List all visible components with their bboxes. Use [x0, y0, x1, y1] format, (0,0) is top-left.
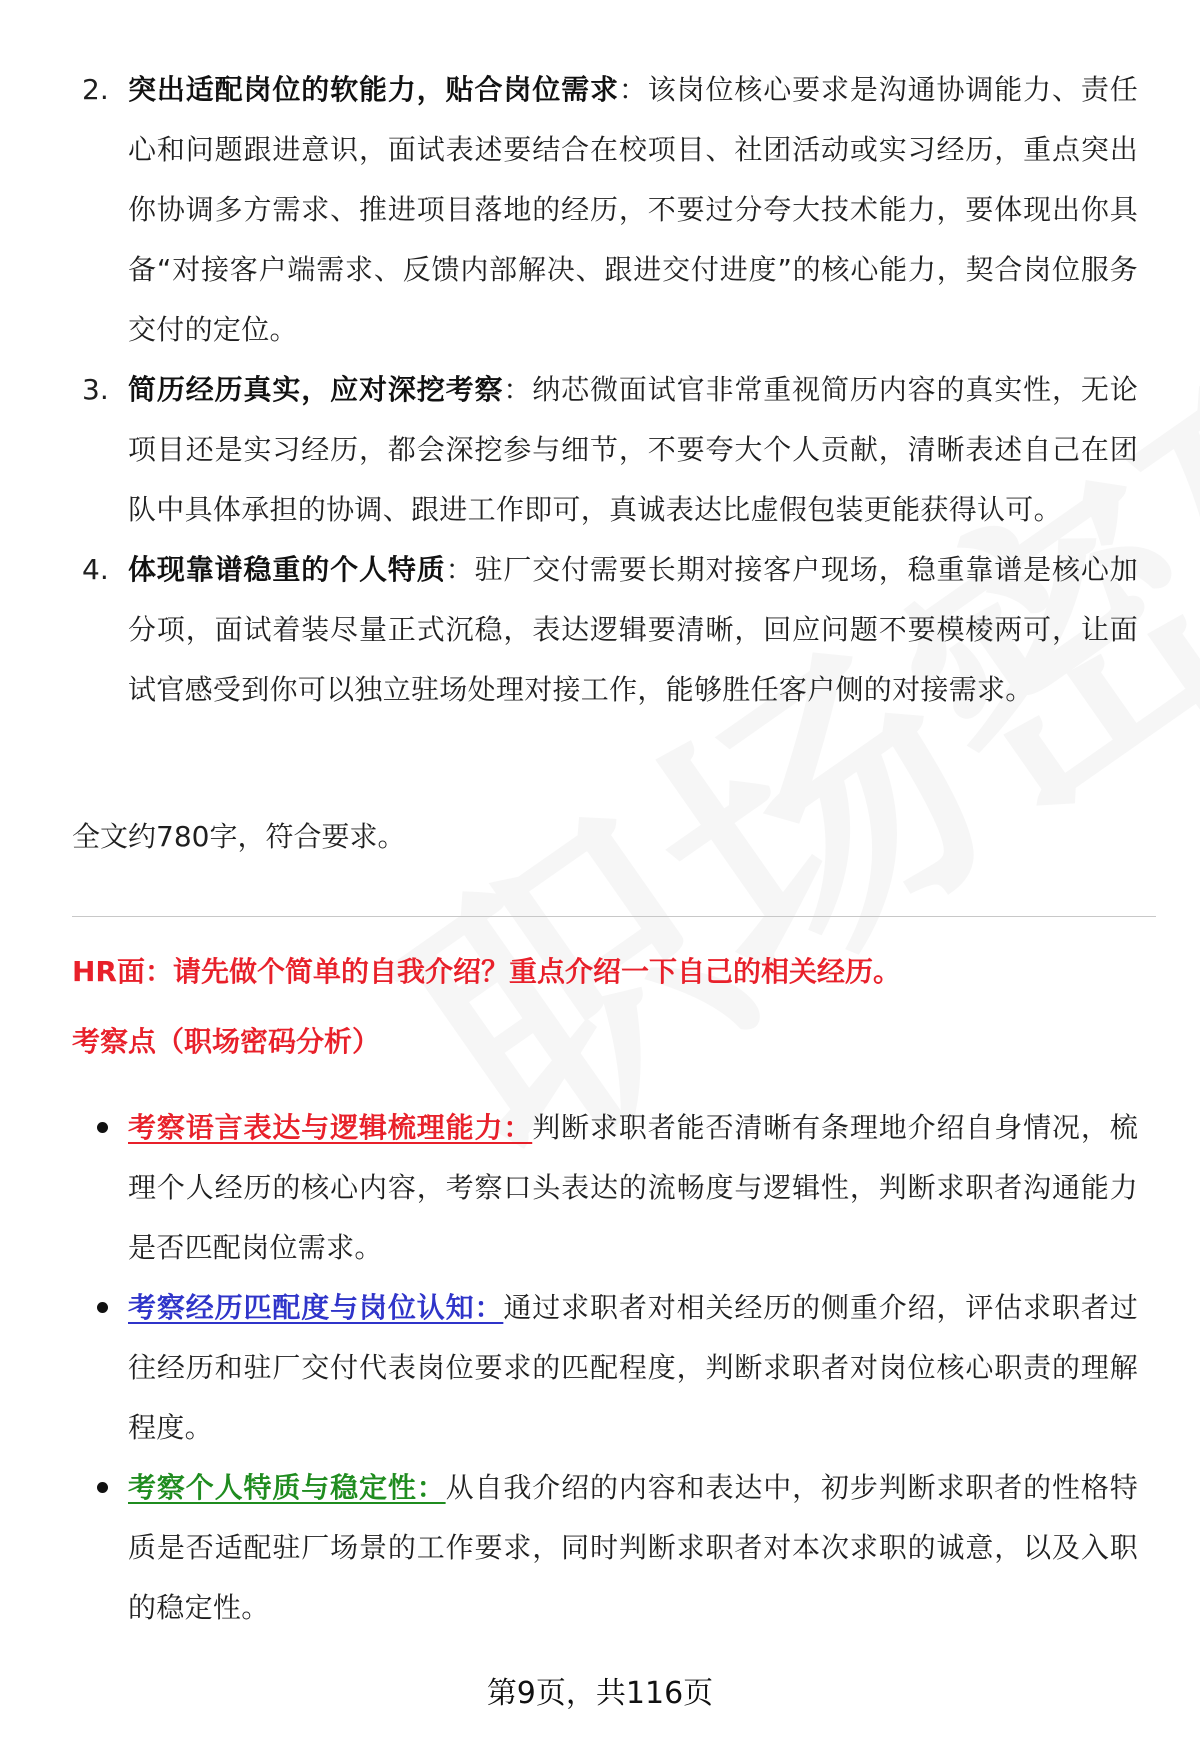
bullet-text — [128, 1458, 1138, 1638]
list-item-title: 简历经历真实，应对深挖考察 — [128, 373, 504, 406]
bullet-body: 通过求职者对相关经历的侧重介绍，评估求职者过往经历和驻厂交付代表岗位要求的匹配程度，判断求职者对岗位核心职责的理解程度。 — [128, 1291, 1138, 1444]
list-item — [0, 60, 1200, 360]
list-item-body: ：纳芯微面试官非常重视简历内容的真实性，无论项目还是实习经历，都会深挖参与细节，不要夸大个人贡献，清晰表述自己在团队中具体承担的协调、跟进工作即可，真诚表达比虚假包装更能获得认可。 — [128, 373, 1138, 526]
list-number: 3. — [82, 373, 109, 406]
analysis-heading: 考察点（职场密码分析） — [72, 1025, 381, 1058]
bullet-label: 考察经历匹配度与岗位认知： — [128, 1291, 504, 1324]
bullet-text — [128, 1098, 1138, 1278]
bullet-label: 考察个人特质与稳定性： — [128, 1471, 446, 1504]
interview-question: HR面：请先做个简单的自我介绍？重点介绍一下自己的相关经历。 — [72, 955, 901, 988]
divider — [72, 916, 1156, 917]
bullet-item — [0, 1098, 1200, 1278]
list-item-title: 突出适配岗位的软能力，贴合岗位需求 — [128, 73, 619, 106]
bullet-list — [0, 1098, 1200, 1638]
bullet-dot — [97, 1302, 108, 1313]
bullet-item — [0, 1458, 1200, 1638]
bullet-dot — [97, 1482, 108, 1493]
bullet-body: 判断求职者能否清晰有条理地介绍自身情况，梳理个人经历的核心内容，考察口头表达的流畅度与逻辑性，判断求职者沟通能力是否匹配岗位需求。 — [128, 1111, 1138, 1264]
list-item-text — [128, 60, 1138, 360]
list-item-body: ：该岗位核心要求是沟通协调能力、责任心和问题跟进意识，面试表述要结合在校项目、社团活动或实习经历，重点突出你协调多方需求、推进项目落地的经历，不要过分夸大技术能力，要体现出你具备“对接客户端需求、反馈内部解决、跟进交付进度”的核心能力，契合岗位服务交付的定位。 — [128, 73, 1139, 346]
bullet-text — [128, 1278, 1138, 1458]
word-count-summary: 全文约780字，符合要求。 — [72, 820, 406, 853]
numbered-list — [0, 60, 1200, 720]
list-item-text — [128, 540, 1138, 720]
list-number: 4. — [82, 553, 109, 586]
list-number: 2. — [82, 73, 109, 106]
list-item-text — [128, 360, 1138, 540]
list-item — [0, 540, 1200, 720]
bullet-item — [0, 1278, 1200, 1458]
bullet-label: 考察语言表达与逻辑梳理能力： — [128, 1111, 533, 1144]
list-item-title: 体现靠谱稳重的个人特质 — [128, 553, 446, 586]
list-item-body: ：驻厂交付需要长期对接客户现场，稳重靠谱是核心加分项，面试着装尽量正式沉稳，表达逻辑要清晰，回应问题不要模棱两可，让面试官感受到你可以独立驻场处理对接工作，能够胜任客户侧的对接需求。 — [128, 553, 1138, 706]
list-item — [0, 360, 1200, 540]
bullet-body: 从自我介绍的内容和表达中，初步判断求职者的性格特质是否适配驻厂场景的工作要求，同时判断求职者对本次求职的诚意，以及入职的稳定性。 — [128, 1471, 1138, 1624]
page-footer: 第9页，共116页 — [486, 1676, 714, 1711]
bullet-dot — [97, 1122, 108, 1133]
